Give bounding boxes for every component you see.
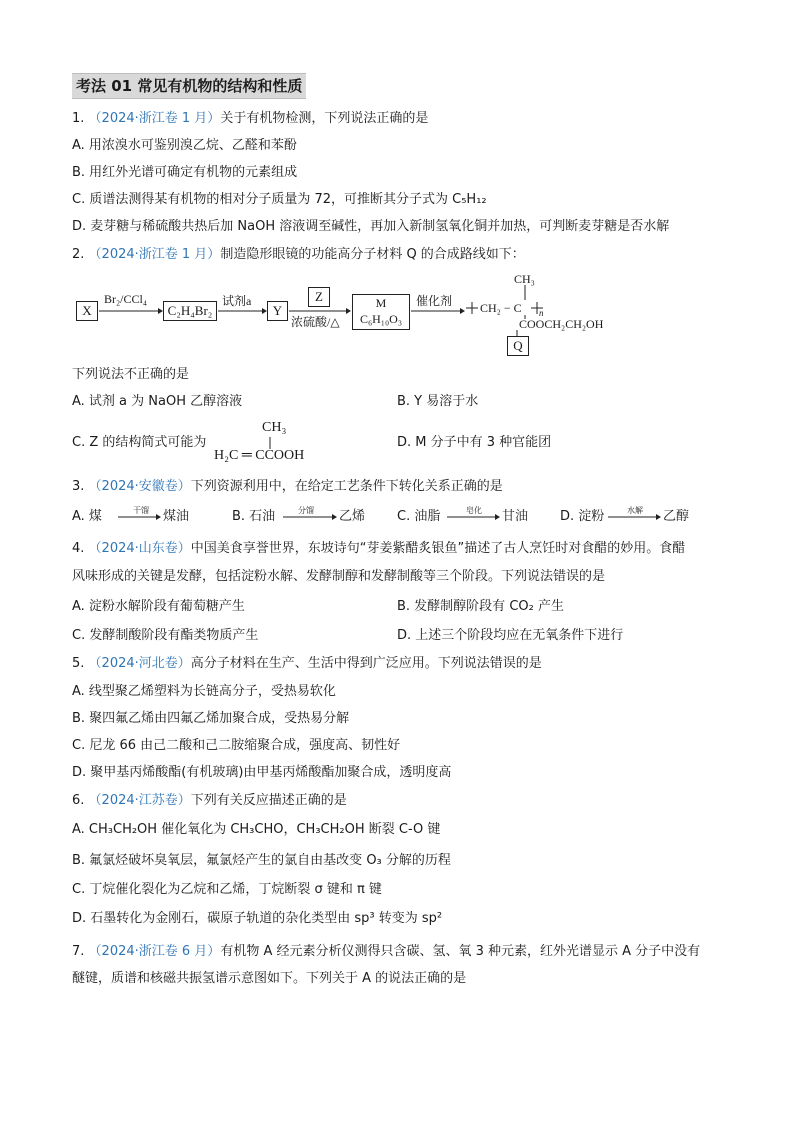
question-source: （2024·河北卷） — [88, 656, 191, 671]
question-3 — [72, 478, 503, 496]
question-source: （2024·江苏卷） — [88, 793, 191, 808]
q3-option-b-reactant: B. 石油 — [232, 509, 276, 524]
question-source: （2024·浙江卷 1 月） — [88, 247, 221, 262]
compound-m-label: M — [375, 296, 387, 310]
polymer-side-chain: COOCH₂CH₂OH — [519, 317, 604, 331]
question-number: 4. — [72, 541, 85, 556]
question-number: 2. — [72, 247, 85, 262]
q6-option-b: B. 氟氯烃破坏臭氧层，氟氯烃产生的氯自由基改变 O₃ 分解的历程 — [72, 853, 451, 868]
q3-option-a-reactant: A. 煤 — [72, 509, 102, 524]
polymer-methyl: CH₃ — [514, 272, 535, 286]
question-number: 7. — [72, 944, 85, 959]
z-structure-methyl: CH₃ — [262, 420, 287, 435]
question-source: （2024·浙江卷 6 月） — [88, 944, 221, 959]
question-number: 6. — [72, 793, 85, 808]
q5-option-b: B. 聚四氟乙烯由四氟乙烯加聚合成，受热易分解 — [72, 711, 350, 726]
compound-m-box — [352, 294, 410, 330]
q3-arrows — [0, 510, 794, 524]
intermediate-1-box: C₂H₄Br₂ — [163, 301, 217, 321]
question-6 — [72, 792, 347, 810]
compound-x-box: X — [76, 301, 98, 321]
q3-option-b-condition: 分馏 — [298, 506, 314, 515]
q4-option-c: C. 发酵制酸阶段有酯类物质产生 — [72, 628, 259, 643]
catalyst-label: 催化剂 — [416, 294, 453, 308]
question-number: 5. — [72, 656, 85, 671]
q2-option-b: B. Y 易溶于水 — [397, 394, 479, 409]
q3-option-d-reactant: D. 淀粉 — [560, 509, 605, 524]
q1-option-a: A. 用浓溴水可鉴别溴乙烷、乙醛和苯酚 — [72, 138, 297, 153]
question-source: （2024·浙江卷 1 月） — [88, 111, 221, 126]
q4-option-d: D. 上述三个阶段均应在无氧条件下进行 — [397, 628, 624, 643]
q1-option-b: B. 用红外光谱可确定有机物的元素组成 — [72, 165, 298, 180]
compound-y-box: Y — [267, 301, 288, 321]
q2-option-c: C. Z 的结构简式可能为 — [72, 435, 207, 450]
question-source: （2024·山东卷） — [88, 541, 191, 556]
q3-option-a-condition: 干馏 — [133, 506, 149, 515]
question-number: 1. — [72, 111, 85, 126]
question-stem: 下列资源利用中，在给定工艺条件下转化关系正确的是 — [190, 479, 503, 494]
q2-option-d: D. M 分子中有 3 种官能团 — [397, 435, 552, 450]
question-number: 3. — [72, 479, 85, 494]
q6-option-d: D. 石墨转化为金刚石，碳原子轨道的杂化类型由 sp³ 转变为 sp² — [72, 911, 443, 926]
q3-option-d-product: 乙醇 — [663, 509, 690, 524]
question-4 — [72, 540, 685, 558]
question-7-stem-cont: 醚键，质谱和核磁共振氢谱示意图如下。下列关于 A 的说法正确的是 — [72, 971, 467, 986]
question-5 — [72, 655, 542, 673]
q4-option-b: B. 发酵制醇阶段有 CO₂ 产生 — [397, 599, 564, 614]
q6-option-c: C. 丁烷催化裂化为乙烷和乙烯，丁烷断裂 σ 键和 π 键 — [72, 882, 382, 897]
section-title: 考法 01 常见有机物的结构和性质 — [72, 73, 306, 99]
z-structure-formula: H₂C ═ CCOOH — [214, 448, 305, 463]
q2-prompt: 下列说法不正确的是 — [72, 367, 190, 382]
question-source: （2024·安徽卷） — [88, 479, 191, 494]
question-stem: 关于有机物检测，下列说法正确的是 — [220, 111, 429, 126]
q4-option-a: A. 淀粉水解阶段有葡萄糖产生 — [72, 599, 245, 614]
q5-option-a: A. 线型聚乙烯塑料为长链高分子，受热易软化 — [72, 684, 336, 699]
q2-option-a: A. 试剂 a 为 NaOH 乙醇溶液 — [72, 394, 243, 409]
q3-option-c-reactant: C. 油脂 — [397, 509, 441, 524]
q3-option-c-product: 甘油 — [502, 509, 529, 524]
question-stem: 制造隐形眼镜的功能高分子材料 Q 的合成路线如下： — [220, 247, 525, 262]
reagent-a: 试剂a — [222, 294, 252, 308]
question-7 — [72, 943, 700, 961]
q1-option-c: C. 质谱法测得某有机物的相对分子质量为 72，可推断其分子式为 C₅H₁₂ — [72, 192, 487, 207]
q3-option-d-condition: 水解 — [627, 506, 643, 515]
reagent-3: 浓硫酸/△ — [291, 315, 340, 329]
question-stem: 中国美食享誉世界，东坡诗句“芽姜紫醋炙银鱼”描述了古人烹饪时对食醋的妙用。食醋 — [190, 541, 686, 556]
reagent-1: Br₂/CCl₄ — [104, 292, 148, 306]
compound-m-formula: C₆H₁₀O₃ — [359, 312, 403, 326]
q5-option-d: D. 聚甲基丙烯酸酯(有机玻璃)由甲基丙烯酸酯加聚合成，透明度高 — [72, 765, 452, 780]
q5-option-c: C. 尼龙 66 由己二酸和己二胺缩聚合成，强度高、韧性好 — [72, 738, 401, 753]
compound-z-box: Z — [308, 287, 330, 307]
question-4-stem-cont: 风味形成的关键是发酵，包括淀粉水解、发酵制醇和发酵制酸等三个阶段。下列说法错误的是 — [72, 569, 606, 584]
q6-option-a: A. CH₃CH₂OH 催化氧化为 CH₃CHO，CH₃CH₂OH 断裂 C-O 键 — [72, 822, 441, 837]
polymer-degree: n — [539, 308, 544, 318]
polymer-backbone: CH₂ − C — [480, 301, 522, 315]
question-stem: 高分子材料在生产、生活中得到广泛应用。下列说法错误的是 — [190, 656, 542, 671]
q3-option-a-product: 煤油 — [163, 509, 190, 524]
q3-option-b-product: 乙烯 — [339, 509, 366, 524]
question-stem: 有机物 A 经元素分析仪测得只含碳、氢、氧 3 种元素，红外光谱显示 A 分子中没有 — [220, 944, 701, 959]
product-q-box: Q — [507, 336, 529, 356]
question-stem: 下列有关反应描述正确的是 — [190, 793, 347, 808]
q3-option-c-condition: 皂化 — [466, 506, 482, 515]
q1-option-d: D. 麦芽糖与稀硫酸共热后加 NaOH 溶液调至碱性，再加入新制氢氧化铜并加热，可判断麦芽糖是否水解 — [72, 219, 670, 234]
